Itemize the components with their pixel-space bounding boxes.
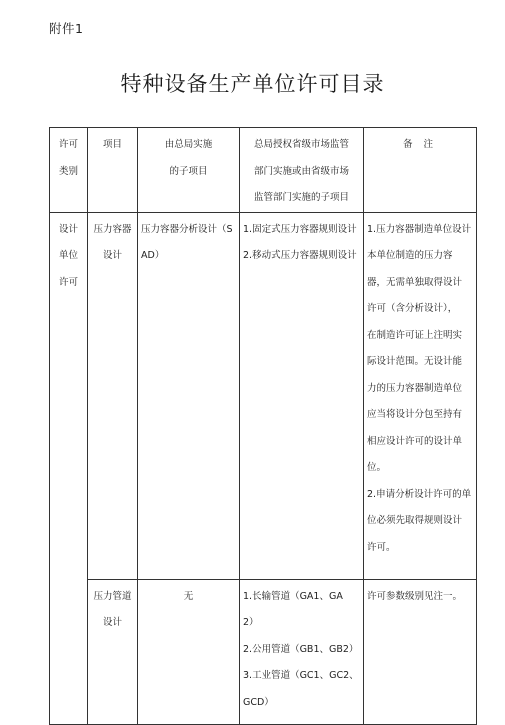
cell-text-line: 本单位制造的压力容 (367, 250, 453, 261)
cell-text-line: 位必须先取得规则设计 (367, 515, 463, 526)
remarks-cell (364, 579, 477, 724)
cell-text-line: 3.工业管道（GC1、GC2、 (243, 670, 359, 681)
cell-text-line: 类别 (58, 165, 78, 177)
item-cell (88, 212, 138, 579)
cell-text-line: GCD） (243, 696, 274, 708)
table-row (50, 579, 477, 724)
cell-text-line: 1.长输管道（GA1、GA (243, 590, 343, 602)
remarks-cell (364, 212, 477, 579)
header-remarks (364, 128, 477, 213)
table-row (50, 212, 477, 579)
cell-text-line: 应当将设计分包至持有 (367, 409, 463, 420)
cell-text-line: 1.固定式压力容器规则设计 (243, 223, 357, 235)
cell-text-line: 备 注 (402, 139, 438, 150)
cell-text-line: 许可 (58, 139, 78, 150)
cell-text-line: 许可参数级别见注一。 (367, 590, 463, 602)
header-category (50, 128, 88, 213)
cell-text-line: 由总局实施 (164, 139, 213, 150)
cell-text-line: 2.移动式压力容器规则设计 (243, 250, 357, 261)
cell-text-line: 单位 (58, 250, 78, 261)
delegated-sub-cell (240, 212, 364, 579)
table-header-row (50, 128, 477, 213)
category-cell (50, 212, 88, 724)
header-delegated-sub (240, 128, 364, 213)
cell-text-line: AD） (141, 250, 165, 261)
cell-text-line: 压力容器分析设计（S (141, 223, 233, 235)
document-title: 特种设备生产单位许可目录 (120, 72, 385, 96)
cell-text-line: 设计 (58, 223, 78, 235)
cell-text-line: 许可。 (367, 541, 396, 553)
cell-text-line: 位。 (367, 462, 387, 473)
hq-sub-cell (138, 579, 240, 724)
delegated-sub-cell (240, 579, 364, 724)
cell-text-line: 总局授权省级市场监管 (253, 139, 349, 150)
cell-text-line: 无 (183, 590, 194, 602)
cell-text-line: 许可（含分析设计）， (367, 303, 458, 314)
attachment-label: 附件1 (49, 21, 84, 36)
cell-text-line: 2.公用管道（GB1、GB2） (243, 643, 359, 655)
cell-text-line: 设计 (102, 250, 122, 261)
cell-text-line: 相应设计许可的设计单 (367, 435, 463, 447)
hq-sub-cell (138, 212, 240, 579)
cell-text-line: 设计 (102, 617, 122, 628)
cell-text-line: 的子项目 (169, 165, 208, 177)
cell-text-line: 压力容器 (93, 223, 132, 235)
cell-text-line: 力的压力容器制造单位 (367, 382, 463, 394)
cell-text-line: 器，无需单独取得设计 (367, 276, 463, 288)
cell-text-line: 监管部门实施的子项目 (253, 192, 349, 203)
cell-text-line: 压力管道 (93, 590, 132, 602)
cell-text-line: 际设计范围。无设计能 (367, 356, 463, 367)
header-hq-sub (138, 128, 240, 213)
header-item (88, 128, 138, 213)
cell-text-line: 部门实施或由省级市场 (253, 165, 349, 177)
cell-text-line: 2.申请分析设计许可的单 (367, 488, 472, 500)
cell-text-line: 2） (243, 617, 259, 628)
item-cell (88, 579, 138, 724)
license-catalog-table (49, 127, 477, 725)
cell-text-line: 项目 (102, 139, 122, 150)
cell-text-line: 在制造许可证上注明实 (367, 329, 463, 341)
cell-text-line: 许可 (58, 276, 78, 288)
cell-text-line: 1.压力容器制造单位设计 (367, 223, 472, 235)
